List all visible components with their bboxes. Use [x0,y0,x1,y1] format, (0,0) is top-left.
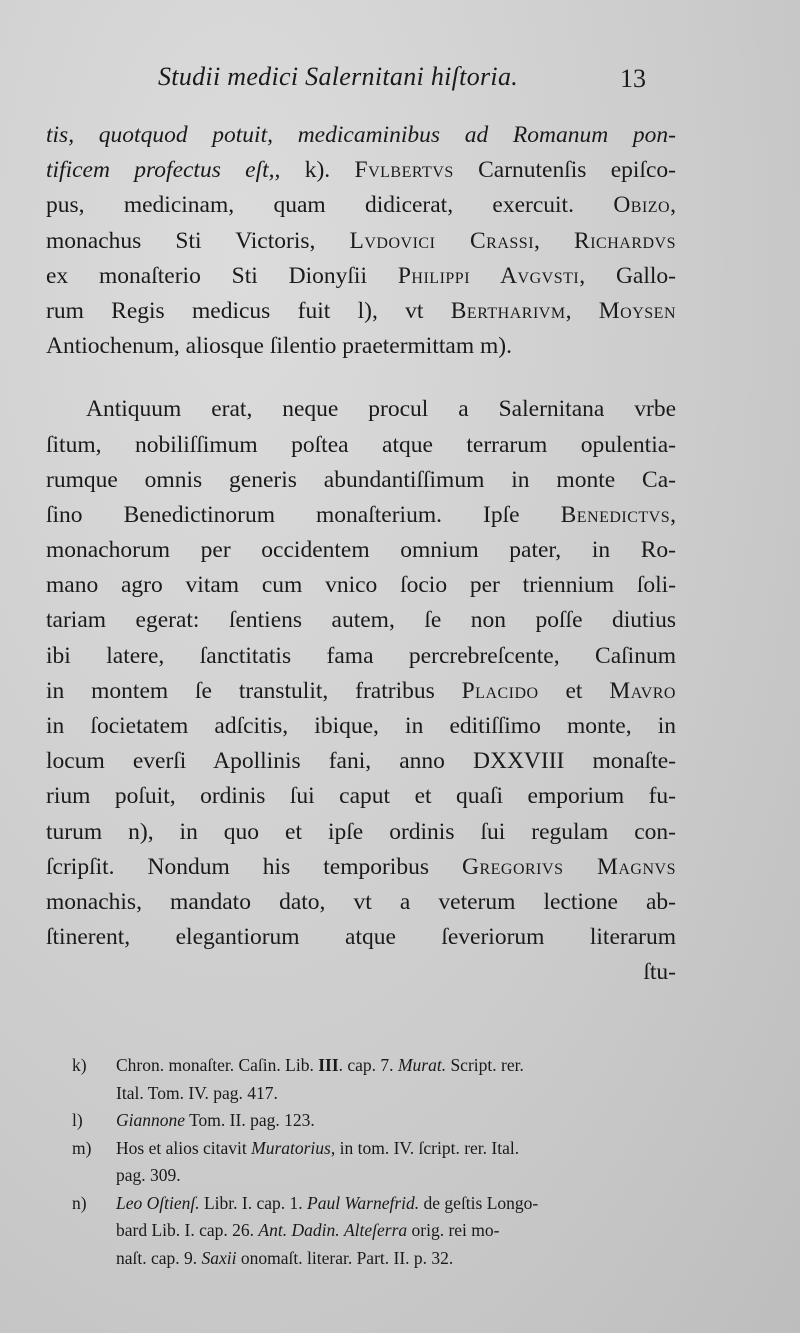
text-line [46,428,676,463]
text-run: monachus Sti Victoris, [46,227,350,254]
text-line [46,392,676,427]
text-run: turum n), in quo et ipſe ordinis ſui regulam con- [46,818,676,845]
text-run: Chron. monaſter. Caſin. Lib. [116,1055,319,1075]
text-run: rumque omnis generis abundantiſſimum in monte Ca- [46,466,676,493]
text-line [46,709,676,744]
footnote-line [116,1245,678,1273]
footnote [72,1135,678,1190]
text-line [46,674,676,709]
text-run: rum Regis medicus fuit l), vt [46,297,451,324]
text-run: Mavro [609,677,676,704]
text-run: monachorum per occidentem omnium pater, in Ro- [46,537,676,564]
footnote [72,1107,678,1135]
footnote-mark: m) [72,1137,92,1158]
text-line [46,259,676,294]
footnotes [72,1052,678,1272]
text-run: in montem ſe transtulit, fratribus [46,677,462,704]
text-run: rium poſuit, ordinis ſui caput et quaſi emporium fu- [46,783,676,810]
text-run: de geſtis Longo- [419,1192,539,1213]
text-run: ibi latere, ſanctitatis fama percrebreſcente, Caſinum [46,642,676,669]
footnote-line [116,1135,678,1163]
page-header [150,62,660,102]
footnote-mark: n) [72,1192,87,1213]
text-run: , [565,297,599,324]
footnote-line [116,1107,678,1135]
footnote-line [116,1162,678,1190]
text-run: . cap. 7. [338,1055,398,1075]
text-run: ex monaſterio Sti Dionyſii [46,262,398,289]
text-run: tificem profectus eſt,, [46,157,281,184]
paragraph-1 [46,118,676,364]
text-run: ſcripſit. Nondum his temporibus [46,853,462,880]
text-run: Murat. [397,1055,447,1075]
text-run: Hos et alios citavit [116,1137,252,1158]
text-line [46,850,676,885]
text-run: Antiquum erat, neque procul a Salernitana vrbe [86,396,676,423]
text-run: ſitum, nobiliſſimum poſtea atque terrarum opulentia- [46,431,676,458]
footnote-line [116,1052,678,1080]
text-run: Lvdovici Crassi [349,227,535,254]
text-run: in ſocietatem adſcitis, ibique, in editiſſimo monte, in [46,713,676,739]
text-run: Philippi Avgvsti [397,262,580,289]
text-run: onomaſt. literar. Part. II. p. 32. [236,1247,454,1268]
catchword: ſtu- [643,959,676,986]
text-run: Ant. Dadin. [258,1220,340,1240]
text-run: Saxii [201,1247,237,1268]
text-run: Giannone [116,1110,186,1130]
text-line [46,744,676,779]
text-run: Benedictvs [560,501,671,528]
text-run: Libr. I. cap. 1. [199,1192,308,1213]
text-run: , in tom. IV. ſcript. rer. Ital. [330,1137,520,1158]
text-run: Muratorius [251,1137,331,1158]
running-title: Studii medici Salernitani hiſtoria. [158,62,519,91]
text-run: , [534,227,575,254]
text-line [46,815,676,850]
text-line [46,153,676,188]
footnote-line [116,1217,678,1245]
text-run: Carnutenſis epiſco- [453,157,676,184]
text-line [46,779,676,814]
text-run: Moysen [598,297,677,324]
text-line [46,498,676,533]
footnote-mark: k) [72,1055,87,1075]
text-run: tariam egerat: ſentiens autem, ſe non poſſe diutius [46,607,676,634]
page-number: 13 [620,64,646,93]
text-run: et [538,677,610,704]
text-run: bard Lib. I. cap. 26. [116,1220,259,1240]
text-run: , [670,192,676,219]
text-line [46,885,676,920]
text-line [46,603,676,638]
text-run: , Gallo- [579,262,676,289]
text-run: III [318,1055,339,1075]
text-run: Leo Oſtienſ. [116,1192,200,1213]
footnote-line [116,1190,678,1218]
text-run: tis, quotquod potuit, medicaminibus ad Romanum pon- [46,122,676,148]
text-line [46,920,676,955]
text-run: locum everſi Apollinis fani, anno DXXVIII monaſte- [46,748,676,775]
text-run: mano agro vitam cum vnico ſocio per triennium ſoli- [46,572,676,599]
body-text [46,118,676,991]
text-run: ſtinerent, elegantiorum atque ſeveriorum literarum [46,924,676,951]
text-run: Script. rer. [446,1055,524,1075]
text-line [46,533,676,568]
text-run: orig. rei mo- [407,1220,500,1240]
text-run: ſino Benedictinorum monaſterium. Ipſe [46,501,561,528]
text-run: Antiochenum, aliosque ſilentio praetermittam m). [46,333,512,360]
footnote-mark: l) [72,1110,83,1130]
text-run: Gregorivs Magnvs [461,853,676,880]
text-run: k). [280,157,355,184]
text-line [46,568,676,603]
text-run: Paul Warnefrid. [307,1192,420,1213]
paragraph-gap [46,364,676,392]
footnote-line [116,1080,678,1108]
text-run: Ital. Tom. IV. pag. 417. [116,1082,278,1103]
text-run: Bertharivm [450,297,566,324]
text-line [46,294,676,329]
text-run: , [670,501,676,528]
text-line [46,463,676,498]
text-run: Alteſerra [343,1220,408,1240]
text-run: Tom. II. pag. 123. [185,1110,315,1130]
text-run: Placido [461,677,539,704]
text-run: Obizo [613,192,671,219]
text-line [46,224,676,259]
text-line [46,118,676,153]
text-run: pus, medicinam, quam didicerat, exercuit. [46,192,614,219]
text-run: Richardvs [574,227,676,254]
paragraph-2 [46,392,676,955]
text-run: pag. 309. [116,1165,181,1185]
text-run: monachis, mandato dato, vt a veterum lectione ab- [46,888,676,915]
footnote [72,1052,678,1107]
text-run: Fvlbertvs [354,157,454,184]
text-line [46,639,676,674]
text-line [46,188,676,223]
text-line [46,329,676,364]
text-run: naſt. cap. 9. [116,1247,202,1268]
footnote [72,1190,678,1273]
